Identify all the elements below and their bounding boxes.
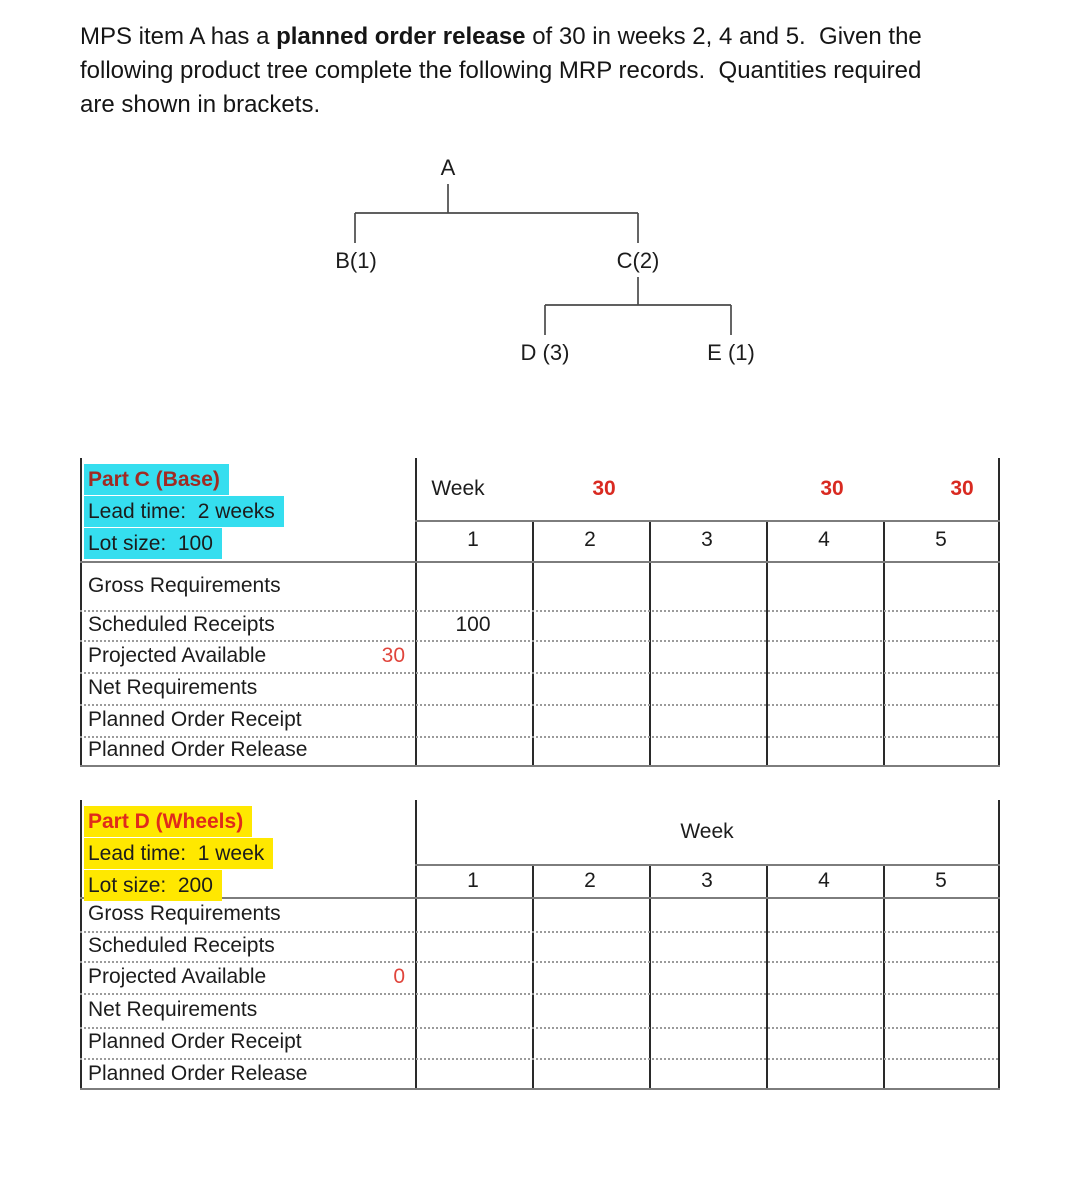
tree-node-a: A: [440, 155, 456, 180]
week-number-2: 2: [584, 869, 596, 892]
tree-node-d: D (3): [520, 340, 570, 365]
row-label-gross-requirements: Gross Requirements: [88, 574, 281, 597]
row-label-planned-order-receipt: Planned Order Receipt: [88, 708, 302, 731]
row-separator-dotted: [80, 672, 998, 674]
intro-line-1-pre: MPS item A has a: [80, 23, 277, 50]
mps-release-annotation-week5: 30: [950, 477, 974, 500]
part-lot-size: Lot size: 100: [84, 528, 222, 559]
week-number-5: 5: [935, 869, 947, 892]
part-lot-size: Lot size: 200: [84, 870, 222, 901]
tree-node-b: B(1): [335, 248, 377, 273]
row-label-planned-order-receipt: Planned Order Receipt: [88, 1030, 302, 1053]
scheduled-receipts-week1-value: 100: [455, 613, 491, 636]
week-number-1: 1: [467, 869, 479, 892]
row-separator-dotted: [80, 993, 998, 995]
part-lead-time: Lead time: 1 week: [84, 838, 273, 869]
table-left-border: [80, 458, 82, 767]
tree-node-e: E (1): [707, 340, 755, 365]
part-info-block: [84, 464, 284, 559]
week-column-divider: [766, 520, 768, 767]
table-bottom-border: [80, 765, 1000, 767]
row-separator-dotted: [80, 704, 998, 706]
week-number-4: 4: [818, 528, 830, 551]
week-number-5: 5: [935, 528, 947, 551]
table-bottom-border: [80, 1088, 1000, 1090]
week-number-3: 3: [701, 528, 713, 551]
week-header-label: Week: [431, 477, 485, 500]
row-label-scheduled-receipts: Scheduled Receipts: [88, 934, 275, 957]
week-number-3: 3: [701, 869, 713, 892]
mps-release-annotation-week2: 30: [592, 477, 616, 500]
table-right-border: [998, 458, 1000, 767]
week-number-2: 2: [584, 528, 596, 551]
week-column-divider: [883, 520, 885, 767]
table-label-divider: [415, 800, 417, 1090]
row-separator-dotted: [80, 640, 998, 642]
row-separator-dotted: [80, 610, 998, 612]
row-separator-dotted: [80, 931, 998, 933]
mrp-table-part-d: [80, 800, 1000, 1090]
row-separator-dotted: [80, 1027, 998, 1029]
row-label-gross-requirements: Gross Requirements: [88, 902, 281, 925]
week-header-underline: [415, 864, 1000, 866]
intro-line-1-post: of 30 in weeks 2, 4 and 5. Given the: [525, 23, 922, 50]
row-separator-dotted: [80, 961, 998, 963]
mps-release-annotation-week4: 30: [820, 477, 844, 500]
row-label-net-requirements: Net Requirements: [88, 676, 258, 699]
mrp-table-part-c: [80, 458, 1000, 767]
week-header-label: Week: [680, 820, 734, 843]
table-left-border: [80, 800, 82, 1090]
week-number-4: 4: [818, 869, 830, 892]
intro-line-2: following product tree complete the following MRP records. Quantities required: [80, 57, 922, 84]
row-separator-dotted: [80, 1058, 998, 1060]
part-title: Part D (Wheels): [84, 806, 252, 837]
intro-line-3: are shown in brackets.: [80, 91, 321, 118]
table-right-border: [998, 800, 1000, 1090]
projected-available-initial-value: 30: [381, 644, 405, 667]
week-column-divider: [649, 520, 651, 767]
row-label-projected-available: Projected Available: [88, 644, 267, 667]
intro-line-1: [80, 20, 922, 54]
row-label-projected-available: Projected Available: [88, 965, 267, 988]
row-label-scheduled-receipts: Scheduled Receipts: [88, 613, 275, 636]
header-body-divider: [80, 561, 1000, 563]
part-info-block: [84, 806, 273, 901]
intro-paragraph: [80, 20, 922, 122]
row-label-planned-order-release: Planned Order Release: [88, 738, 308, 761]
projected-available-initial-value: 0: [393, 965, 405, 988]
week-column-divider: [532, 520, 534, 767]
week-number-1: 1: [467, 528, 479, 551]
intro-line-1-bold: planned order release: [276, 23, 526, 50]
part-lead-time: Lead time: 2 weeks: [84, 496, 284, 527]
row-label-planned-order-release: Planned Order Release: [88, 1062, 308, 1085]
tree-node-c: C(2): [616, 248, 660, 273]
week-header-underline: [415, 520, 1000, 522]
table-label-divider: [415, 458, 417, 767]
row-label-net-requirements: Net Requirements: [88, 998, 258, 1021]
part-title: Part C (Base): [84, 464, 229, 495]
